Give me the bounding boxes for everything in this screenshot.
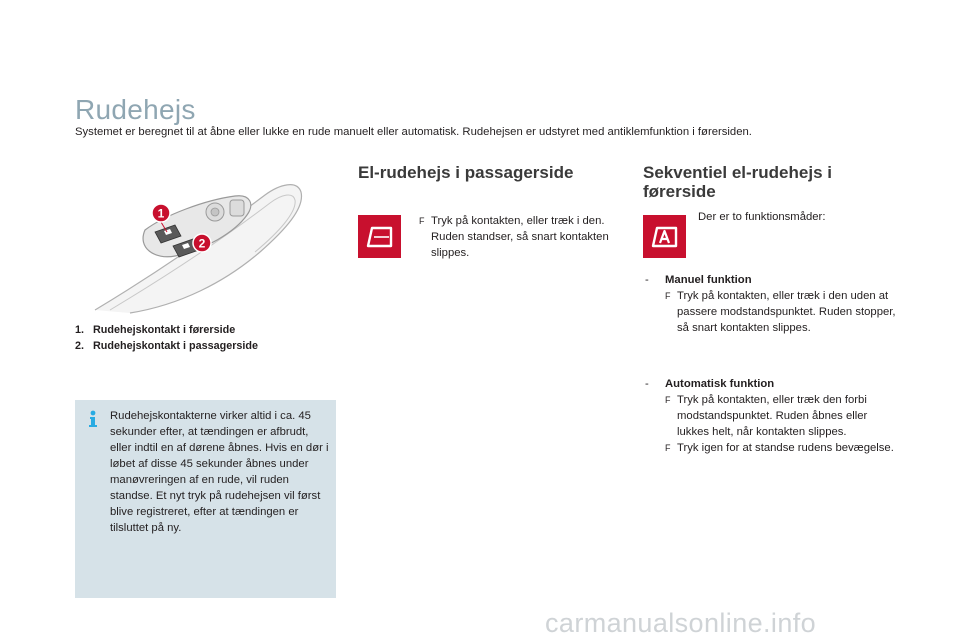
legend-item-1: 1. Rudehejskontakt i førerside xyxy=(75,324,236,336)
bullet-marker: F xyxy=(419,216,425,226)
automatic-function-label: Automatisk funktion xyxy=(665,378,775,390)
switch-panel-illustration xyxy=(75,170,315,315)
page-title: Rudehejs xyxy=(75,94,196,125)
driver-heading-line2: førerside xyxy=(643,182,716,201)
driver-heading-line1: Sekventiel el-rudehejs i xyxy=(643,163,832,182)
bullet-marker: F xyxy=(665,443,671,453)
callout-1-label: 1 xyxy=(157,206,165,221)
manual-function-label: Manuel funktion xyxy=(665,274,752,286)
passenger-heading: El-rudehejs i passagerside xyxy=(358,163,574,182)
figure-legend xyxy=(75,322,258,354)
automatic-function-text-2: Tryk igen for at standse rudens bevægelse. xyxy=(677,442,894,454)
automatic-function-text-1: Tryk på kontakten, eller træk den forbi modstandspunktet. Ruden åbnes eller lukkes helt, når kontakten slippes. xyxy=(677,394,868,438)
info-icon xyxy=(85,410,101,428)
dash-marker: - xyxy=(645,378,649,390)
auto-window-icon xyxy=(643,215,686,258)
info-text: Rudehejskontakterne virker altid i ca. 45 sekunder efter, at tændingen er afbrudt, eller indtil en af dørene åbnes. Hvis en dør i løbet af disse 45 sekunder åbnes under manøvreringen af en rude, vil ruden standse. Et nyt tryk på rudehejsen vil først blive registreret, efter at tændingen er tilsluttet på ny. xyxy=(110,410,329,534)
page-intro: Systemet er beregnet til at åbne eller lukke en rude manuelt eller automatisk. Rudehejsen er udstyret med antiklemfunktion i førersiden. xyxy=(75,126,752,138)
manual-function-block xyxy=(645,272,900,336)
watermark: carmanualsonline.info xyxy=(545,608,817,638)
passenger-instruction-text: Tryk på kontakten, eller træk i den. Ruden standser, så snart kontakten slippes. xyxy=(431,215,609,259)
callout-2-label: 2 xyxy=(198,236,206,251)
passenger-instruction xyxy=(419,213,621,261)
automatic-function-block xyxy=(645,376,900,456)
bullet-marker: F xyxy=(665,395,671,405)
driver-heading xyxy=(643,163,832,201)
dash-marker: - xyxy=(645,274,649,286)
manual-window-icon xyxy=(358,215,401,258)
driver-intro: Der er to funktionsmåder: xyxy=(698,211,826,223)
manual-function-text: Tryk på kontakten, eller træk i den uden at passere modstandspunktet. Ruden stopper, så snart kontakten slippes. xyxy=(677,290,896,334)
bullet-marker: F xyxy=(665,291,671,301)
legend-item-2: 2. Rudehejskontakt i passagerside xyxy=(75,340,259,352)
